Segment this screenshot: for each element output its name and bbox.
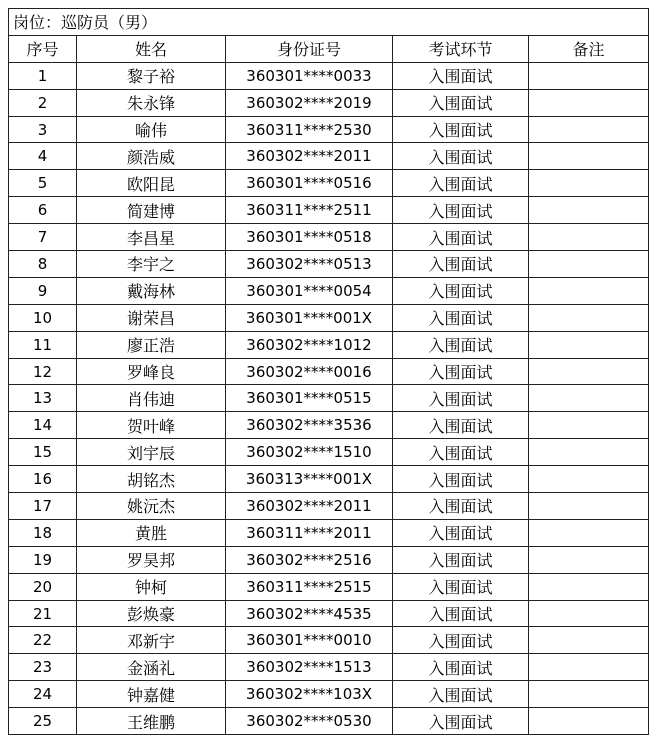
cell-note [529,116,649,143]
header-stage: 考试环节 [393,35,529,62]
table-row [9,519,649,546]
cell-note [529,466,649,493]
cell-note [529,681,649,708]
header-no: 序号 [9,35,77,62]
cell-name: 李昌星 [77,224,226,251]
cell-name: 喻伟 [77,116,226,143]
cell-stage: 入围面试 [393,466,529,493]
cell-stage: 入围面试 [393,277,529,304]
table-row [9,600,649,627]
cell-stage: 入围面试 [393,170,529,197]
cell-id-number: 360301****0010 [226,627,393,654]
cell-name: 谢荣昌 [77,304,226,331]
cell-name: 欧阳昆 [77,170,226,197]
cell-stage: 入围面试 [393,197,529,224]
cell-no: 17 [9,493,77,520]
cell-id-number: 360302****2516 [226,546,393,573]
cell-stage: 入围面试 [393,493,529,520]
table-row [9,170,649,197]
cell-stage: 入围面试 [393,304,529,331]
cell-no: 9 [9,277,77,304]
table-body [9,62,649,734]
cell-note [529,654,649,681]
cell-name: 简建博 [77,197,226,224]
cell-name: 廖正浩 [77,331,226,358]
cell-note [529,62,649,89]
cell-name: 朱永锋 [77,89,226,116]
cell-stage: 入围面试 [393,708,529,735]
cell-no: 14 [9,412,77,439]
cell-name: 李宇之 [77,251,226,278]
cell-no: 25 [9,708,77,735]
cell-stage: 入围面试 [393,251,529,278]
cell-note [529,573,649,600]
cell-stage: 入围面试 [393,224,529,251]
cell-name: 姚沅杰 [77,493,226,520]
cell-stage: 入围面试 [393,385,529,412]
cell-note [529,197,649,224]
cell-stage: 入围面试 [393,681,529,708]
table-row [9,358,649,385]
cell-name: 邓新宇 [77,627,226,654]
cell-id-number: 360311****2515 [226,573,393,600]
cell-no: 15 [9,439,77,466]
cell-no: 6 [9,197,77,224]
cell-note [529,708,649,735]
cell-stage: 入围面试 [393,654,529,681]
cell-note [529,304,649,331]
cell-id-number: 360302****103X [226,681,393,708]
cell-id-number: 360302****1510 [226,439,393,466]
cell-stage: 入围面试 [393,573,529,600]
cell-no: 3 [9,116,77,143]
cell-name: 贺叶峰 [77,412,226,439]
cell-no: 8 [9,251,77,278]
cell-no: 23 [9,654,77,681]
cell-name: 罗峰良 [77,358,226,385]
cell-name: 钟柯 [77,573,226,600]
cell-no: 2 [9,89,77,116]
cell-note [529,277,649,304]
cell-name: 刘宇辰 [77,439,226,466]
cell-no: 21 [9,600,77,627]
cell-stage: 入围面试 [393,600,529,627]
table-row [9,62,649,89]
cell-id-number: 360302****3536 [226,412,393,439]
cell-note [529,519,649,546]
cell-note [529,385,649,412]
cell-no: 5 [9,170,77,197]
cell-id-number: 360302****0530 [226,708,393,735]
cell-stage: 入围面试 [393,519,529,546]
table-row [9,627,649,654]
title-row [9,9,649,36]
cell-id-number: 360311****2511 [226,197,393,224]
cell-id-number: 360301****0033 [226,62,393,89]
cell-stage: 入围面试 [393,116,529,143]
cell-no: 7 [9,224,77,251]
cell-id-number: 360301****0054 [226,277,393,304]
table-row [9,681,649,708]
cell-note [529,439,649,466]
cell-note [529,627,649,654]
header-row [9,35,649,62]
cell-no: 20 [9,573,77,600]
cell-id-number: 360302****0513 [226,251,393,278]
cell-id-number: 360301****0518 [226,224,393,251]
cell-id-number: 360302****0016 [226,358,393,385]
cell-note [529,251,649,278]
cell-name: 胡铭杰 [77,466,226,493]
table-row [9,466,649,493]
cell-name: 钟嘉健 [77,681,226,708]
cell-id-number: 360311****2530 [226,116,393,143]
table-row [9,493,649,520]
table-row [9,251,649,278]
cell-name: 金涵礼 [77,654,226,681]
table-row [9,143,649,170]
cell-no: 18 [9,519,77,546]
cell-name: 戴海林 [77,277,226,304]
cell-id-number: 360302****2019 [226,89,393,116]
cell-id-number: 360311****2011 [226,519,393,546]
cell-name: 王维鹏 [77,708,226,735]
cell-name: 黄胜 [77,519,226,546]
cell-name: 颜浩威 [77,143,226,170]
table-row [9,654,649,681]
cell-id-number: 360301****001X [226,304,393,331]
cell-no: 12 [9,358,77,385]
cell-name: 彭焕豪 [77,600,226,627]
table-row [9,546,649,573]
cell-id-number: 360302****1012 [226,331,393,358]
table-row [9,116,649,143]
cell-no: 10 [9,304,77,331]
header-note: 备注 [529,35,649,62]
cell-id-number: 360302****4535 [226,600,393,627]
table-row [9,331,649,358]
cell-name: 黎子裕 [77,62,226,89]
position-title: 岗位：巡防员（男） [9,9,649,36]
cell-note [529,600,649,627]
cell-stage: 入围面试 [393,627,529,654]
cell-note [529,412,649,439]
cell-note [529,170,649,197]
roster-table [8,8,649,735]
table-row [9,304,649,331]
table-row [9,573,649,600]
cell-no: 4 [9,143,77,170]
cell-no: 16 [9,466,77,493]
cell-id-number: 360302****1513 [226,654,393,681]
cell-no: 22 [9,627,77,654]
table-row [9,89,649,116]
cell-id-number: 360301****0515 [226,385,393,412]
cell-note [529,89,649,116]
cell-note [529,331,649,358]
cell-stage: 入围面试 [393,89,529,116]
cell-name: 肖伟迪 [77,385,226,412]
cell-no: 11 [9,331,77,358]
cell-no: 13 [9,385,77,412]
cell-no: 1 [9,62,77,89]
cell-stage: 入围面试 [393,439,529,466]
cell-stage: 入围面试 [393,358,529,385]
cell-stage: 入围面试 [393,331,529,358]
table-row [9,439,649,466]
cell-note [529,358,649,385]
table-row [9,277,649,304]
cell-note [529,546,649,573]
cell-id-number: 360313****001X [226,466,393,493]
header-name: 姓名 [77,35,226,62]
table-row [9,197,649,224]
cell-note [529,143,649,170]
table-row [9,224,649,251]
cell-note [529,224,649,251]
cell-name: 罗昊邦 [77,546,226,573]
table-row [9,412,649,439]
cell-no: 19 [9,546,77,573]
cell-stage: 入围面试 [393,143,529,170]
table-row [9,385,649,412]
table-row [9,708,649,735]
cell-id-number: 360301****0516 [226,170,393,197]
cell-stage: 入围面试 [393,62,529,89]
cell-stage: 入围面试 [393,546,529,573]
cell-id-number: 360302****2011 [226,143,393,170]
cell-stage: 入围面试 [393,412,529,439]
roster-sheet [8,8,648,735]
cell-note [529,493,649,520]
cell-id-number: 360302****2011 [226,493,393,520]
cell-no: 24 [9,681,77,708]
header-id: 身份证号 [226,35,393,62]
